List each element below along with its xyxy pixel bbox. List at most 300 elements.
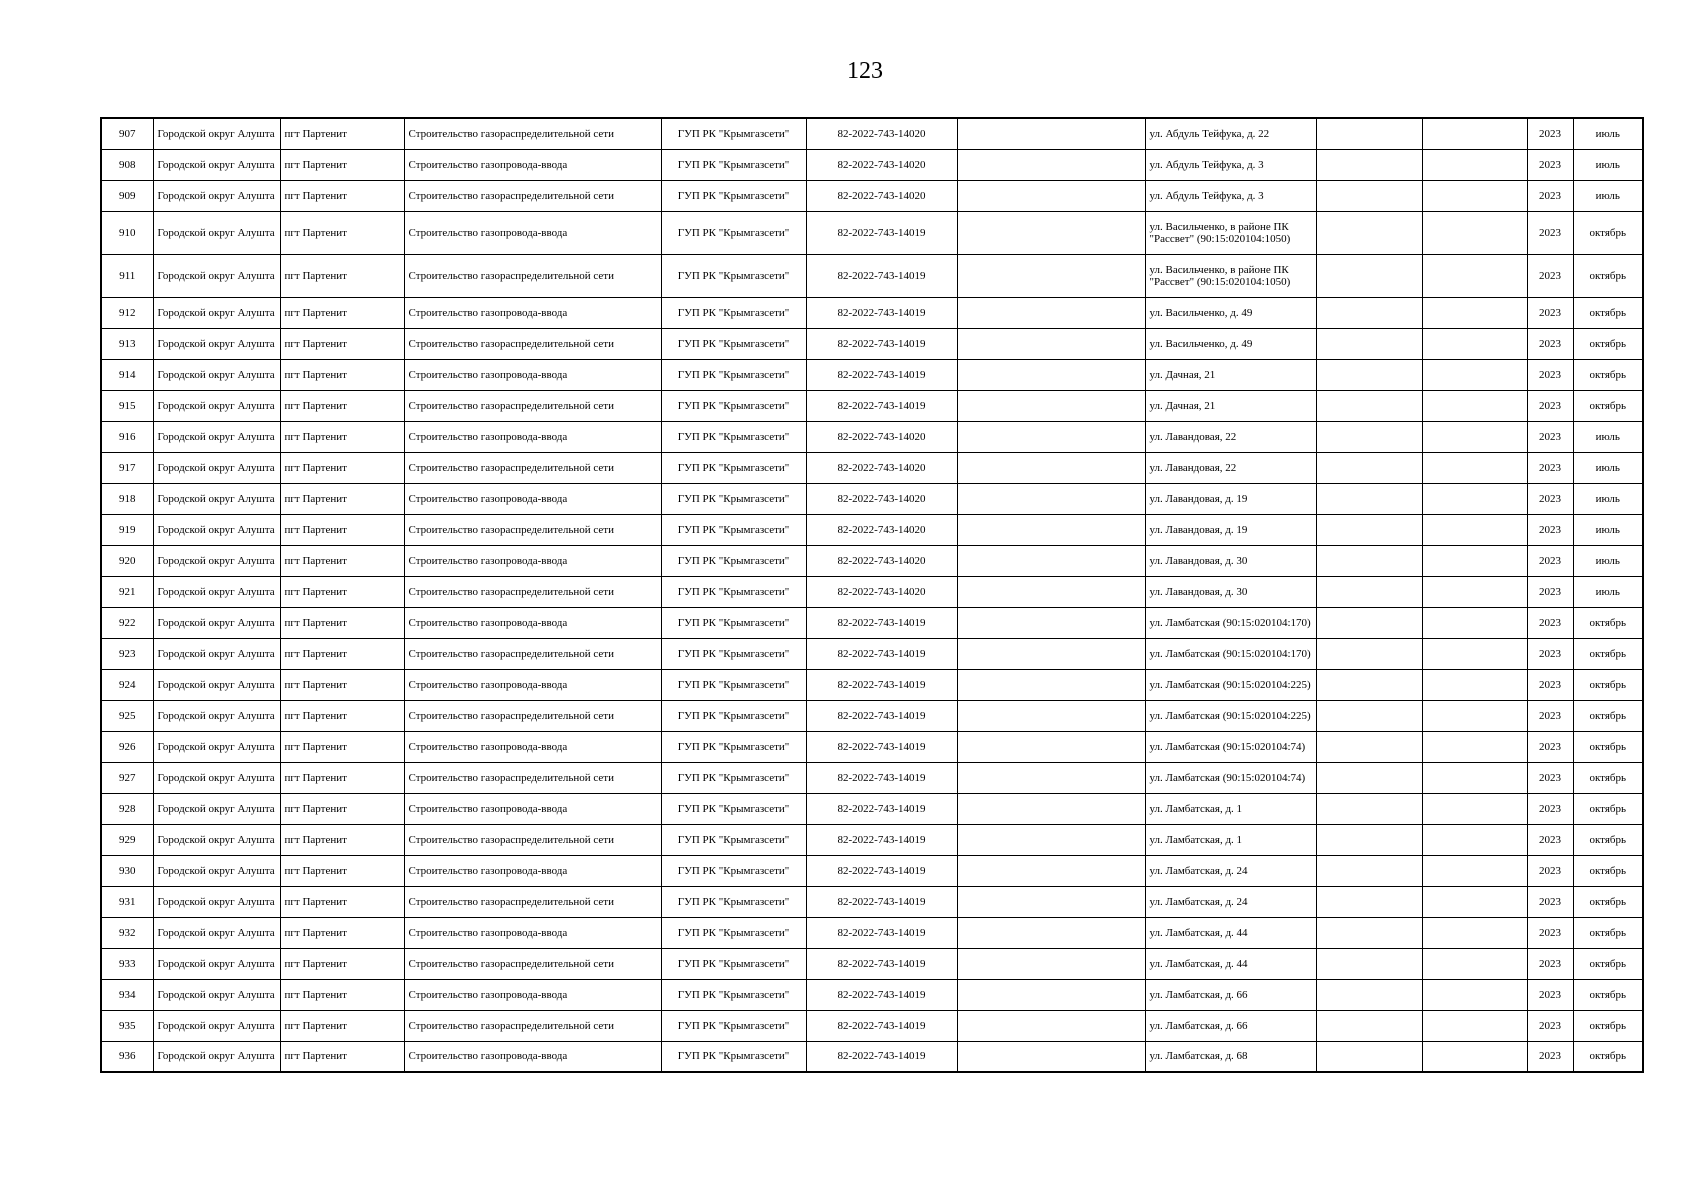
- row-number-cell: 932: [101, 917, 153, 948]
- row-number-cell: 927: [101, 762, 153, 793]
- empty-cell: [1422, 483, 1527, 514]
- work-type-cell: Строительство газопровода-ввода: [404, 979, 661, 1010]
- row-number-cell: 920: [101, 545, 153, 576]
- organization-cell: ГУП РК "Крымгазсети": [661, 254, 806, 297]
- empty-cell: [1316, 669, 1422, 700]
- month-cell: октябрь: [1573, 700, 1643, 731]
- row-number-cell: 919: [101, 514, 153, 545]
- month-cell: октябрь: [1573, 638, 1643, 669]
- address-cell: ул. Ламбатская (90:15:020104:225): [1145, 669, 1316, 700]
- district-cell: Городской округ Алушта: [153, 793, 280, 824]
- empty-cell: [957, 254, 1145, 297]
- empty-cell: [1422, 886, 1527, 917]
- empty-cell: [1422, 855, 1527, 886]
- district-cell: Городской округ Алушта: [153, 886, 280, 917]
- empty-cell: [1316, 328, 1422, 359]
- settlement-cell: пгт Партенит: [280, 731, 404, 762]
- empty-cell: [957, 297, 1145, 328]
- address-cell: ул. Ламбатская, д. 1: [1145, 824, 1316, 855]
- month-cell: июль: [1573, 576, 1643, 607]
- row-number-cell: 915: [101, 390, 153, 421]
- empty-cell: [1316, 700, 1422, 731]
- settlement-cell: пгт Партенит: [280, 979, 404, 1010]
- program-code-cell: 82-2022-743-14019: [806, 1010, 957, 1041]
- year-cell: 2023: [1527, 638, 1573, 669]
- program-code-cell: 82-2022-743-14019: [806, 390, 957, 421]
- organization-cell: ГУП РК "Крымгазсети": [661, 483, 806, 514]
- address-cell: ул. Лавандовая, д. 19: [1145, 483, 1316, 514]
- program-code-cell: 82-2022-743-14020: [806, 118, 957, 149]
- table-row: [101, 211, 1643, 254]
- organization-cell: ГУП РК "Крымгазсети": [661, 328, 806, 359]
- settlement-cell: пгт Партенит: [280, 421, 404, 452]
- work-type-cell: Строительство газораспределительной сети: [404, 452, 661, 483]
- address-cell: ул. Ламбатская, д. 66: [1145, 979, 1316, 1010]
- empty-cell: [957, 149, 1145, 180]
- address-cell: ул. Ламбатская, д. 68: [1145, 1041, 1316, 1072]
- address-cell: ул. Ламбатская, д. 1: [1145, 793, 1316, 824]
- address-cell: ул. Ламбатская, д. 44: [1145, 948, 1316, 979]
- row-number-cell: 935: [101, 1010, 153, 1041]
- empty-cell: [1422, 452, 1527, 483]
- empty-cell: [1316, 948, 1422, 979]
- empty-cell: [957, 731, 1145, 762]
- program-code-cell: 82-2022-743-14019: [806, 948, 957, 979]
- table-row: [101, 669, 1643, 700]
- work-type-cell: Строительство газораспределительной сети: [404, 638, 661, 669]
- empty-cell: [1422, 421, 1527, 452]
- organization-cell: ГУП РК "Крымгазсети": [661, 359, 806, 390]
- organization-cell: ГУП РК "Крымгазсети": [661, 917, 806, 948]
- work-type-cell: Строительство газопровода-ввода: [404, 483, 661, 514]
- empty-cell: [1316, 211, 1422, 254]
- table-body: [101, 118, 1643, 1072]
- empty-cell: [1422, 700, 1527, 731]
- work-type-cell: Строительство газопровода-ввода: [404, 211, 661, 254]
- organization-cell: ГУП РК "Крымгазсети": [661, 421, 806, 452]
- empty-cell: [1422, 576, 1527, 607]
- district-cell: Городской округ Алушта: [153, 421, 280, 452]
- program-code-cell: 82-2022-743-14019: [806, 211, 957, 254]
- table-row: [101, 731, 1643, 762]
- program-code-cell: 82-2022-743-14019: [806, 886, 957, 917]
- month-cell: октябрь: [1573, 917, 1643, 948]
- settlement-cell: пгт Партенит: [280, 359, 404, 390]
- month-cell: июль: [1573, 483, 1643, 514]
- table-row: [101, 149, 1643, 180]
- empty-cell: [1422, 359, 1527, 390]
- year-cell: 2023: [1527, 211, 1573, 254]
- empty-cell: [1316, 917, 1422, 948]
- empty-cell: [1316, 855, 1422, 886]
- year-cell: 2023: [1527, 180, 1573, 211]
- month-cell: октябрь: [1573, 607, 1643, 638]
- empty-cell: [957, 421, 1145, 452]
- program-code-cell: 82-2022-743-14019: [806, 917, 957, 948]
- year-cell: 2023: [1527, 793, 1573, 824]
- table-row: [101, 452, 1643, 483]
- organization-cell: ГУП РК "Крымгазсети": [661, 1041, 806, 1072]
- address-cell: ул. Лавандовая, 22: [1145, 452, 1316, 483]
- address-cell: ул. Васильченко, д. 49: [1145, 297, 1316, 328]
- settlement-cell: пгт Партенит: [280, 545, 404, 576]
- row-number-cell: 934: [101, 979, 153, 1010]
- month-cell: октябрь: [1573, 824, 1643, 855]
- district-cell: Городской округ Алушта: [153, 180, 280, 211]
- work-type-cell: Строительство газопровода-ввода: [404, 359, 661, 390]
- settlement-cell: пгт Партенит: [280, 149, 404, 180]
- work-type-cell: Строительство газопровода-ввода: [404, 545, 661, 576]
- row-number-cell: 925: [101, 700, 153, 731]
- empty-cell: [957, 979, 1145, 1010]
- table-row: [101, 979, 1643, 1010]
- row-number-cell: 928: [101, 793, 153, 824]
- empty-cell: [1316, 731, 1422, 762]
- settlement-cell: пгт Партенит: [280, 1041, 404, 1072]
- empty-cell: [1316, 824, 1422, 855]
- empty-cell: [1422, 1041, 1527, 1072]
- organization-cell: ГУП РК "Крымгазсети": [661, 297, 806, 328]
- program-code-cell: 82-2022-743-14019: [806, 762, 957, 793]
- empty-cell: [1422, 731, 1527, 762]
- district-cell: Городской округ Алушта: [153, 452, 280, 483]
- empty-cell: [957, 514, 1145, 545]
- empty-cell: [957, 328, 1145, 359]
- empty-cell: [1422, 824, 1527, 855]
- program-code-cell: 82-2022-743-14019: [806, 855, 957, 886]
- district-cell: Городской округ Алушта: [153, 1010, 280, 1041]
- empty-cell: [1316, 979, 1422, 1010]
- empty-cell: [1316, 421, 1422, 452]
- month-cell: июль: [1573, 514, 1643, 545]
- work-type-cell: Строительство газораспределительной сети: [404, 948, 661, 979]
- empty-cell: [1422, 211, 1527, 254]
- district-cell: Городской округ Алушта: [153, 514, 280, 545]
- row-number-cell: 929: [101, 824, 153, 855]
- empty-cell: [1316, 576, 1422, 607]
- row-number-cell: 918: [101, 483, 153, 514]
- district-cell: Городской округ Алушта: [153, 855, 280, 886]
- work-type-cell: Строительство газопровода-ввода: [404, 793, 661, 824]
- month-cell: октябрь: [1573, 731, 1643, 762]
- row-number-cell: 930: [101, 855, 153, 886]
- address-cell: ул. Лавандовая, 22: [1145, 421, 1316, 452]
- district-cell: Городской округ Алушта: [153, 297, 280, 328]
- row-number-cell: 931: [101, 886, 153, 917]
- empty-cell: [957, 669, 1145, 700]
- address-cell: ул. Лавандовая, д. 30: [1145, 545, 1316, 576]
- district-cell: Городской округ Алушта: [153, 576, 280, 607]
- year-cell: 2023: [1527, 979, 1573, 1010]
- organization-cell: ГУП РК "Крымгазсети": [661, 607, 806, 638]
- empty-cell: [1316, 297, 1422, 328]
- empty-cell: [1316, 149, 1422, 180]
- empty-cell: [957, 700, 1145, 731]
- settlement-cell: пгт Партенит: [280, 328, 404, 359]
- program-code-cell: 82-2022-743-14020: [806, 180, 957, 211]
- year-cell: 2023: [1527, 297, 1573, 328]
- organization-cell: ГУП РК "Крымгазсети": [661, 979, 806, 1010]
- settlement-cell: пгт Партенит: [280, 607, 404, 638]
- work-type-cell: Строительство газопровода-ввода: [404, 1041, 661, 1072]
- organization-cell: ГУП РК "Крымгазсети": [661, 700, 806, 731]
- month-cell: июль: [1573, 452, 1643, 483]
- month-cell: октябрь: [1573, 948, 1643, 979]
- empty-cell: [957, 824, 1145, 855]
- settlement-cell: пгт Партенит: [280, 514, 404, 545]
- settlement-cell: пгт Партенит: [280, 254, 404, 297]
- year-cell: 2023: [1527, 421, 1573, 452]
- work-type-cell: Строительство газораспределительной сети: [404, 328, 661, 359]
- district-cell: Городской округ Алушта: [153, 149, 280, 180]
- table-row: [101, 855, 1643, 886]
- empty-cell: [1316, 545, 1422, 576]
- work-type-cell: Строительство газораспределительной сети: [404, 576, 661, 607]
- program-code-cell: 82-2022-743-14019: [806, 297, 957, 328]
- program-code-cell: 82-2022-743-14019: [806, 669, 957, 700]
- year-cell: 2023: [1527, 731, 1573, 762]
- organization-cell: ГУП РК "Крымгазсети": [661, 514, 806, 545]
- table-row: [101, 638, 1643, 669]
- address-cell: ул. Васильченко, в районе ПК "Рассвет" (90:15:020104:1050): [1145, 211, 1316, 254]
- table-row: [101, 421, 1643, 452]
- year-cell: 2023: [1527, 576, 1573, 607]
- row-number-cell: 913: [101, 328, 153, 359]
- year-cell: 2023: [1527, 917, 1573, 948]
- row-number-cell: 921: [101, 576, 153, 607]
- empty-cell: [957, 452, 1145, 483]
- empty-cell: [957, 948, 1145, 979]
- organization-cell: ГУП РК "Крымгазсети": [661, 948, 806, 979]
- year-cell: 2023: [1527, 948, 1573, 979]
- year-cell: 2023: [1527, 254, 1573, 297]
- address-cell: ул. Ламбатская (90:15:020104:225): [1145, 700, 1316, 731]
- empty-cell: [957, 1010, 1145, 1041]
- empty-cell: [1422, 149, 1527, 180]
- work-type-cell: Строительство газопровода-ввода: [404, 855, 661, 886]
- organization-cell: ГУП РК "Крымгазсети": [661, 731, 806, 762]
- year-cell: 2023: [1527, 328, 1573, 359]
- program-code-cell: 82-2022-743-14019: [806, 607, 957, 638]
- year-cell: 2023: [1527, 762, 1573, 793]
- year-cell: 2023: [1527, 700, 1573, 731]
- empty-cell: [1422, 607, 1527, 638]
- empty-cell: [957, 576, 1145, 607]
- table-row: [101, 1010, 1643, 1041]
- organization-cell: ГУП РК "Крымгазсети": [661, 211, 806, 254]
- empty-cell: [1422, 979, 1527, 1010]
- address-cell: ул. Васильченко, в районе ПК "Рассвет" (90:15:020104:1050): [1145, 254, 1316, 297]
- empty-cell: [957, 118, 1145, 149]
- settlement-cell: пгт Партенит: [280, 948, 404, 979]
- organization-cell: ГУП РК "Крымгазсети": [661, 149, 806, 180]
- empty-cell: [1422, 180, 1527, 211]
- table-row: [101, 576, 1643, 607]
- year-cell: 2023: [1527, 1041, 1573, 1072]
- month-cell: октябрь: [1573, 886, 1643, 917]
- page-number: 123: [847, 58, 883, 84]
- row-number-cell: 910: [101, 211, 153, 254]
- table-row: [101, 1041, 1643, 1072]
- program-code-cell: 82-2022-743-14019: [806, 638, 957, 669]
- settlement-cell: пгт Партенит: [280, 917, 404, 948]
- empty-cell: [957, 607, 1145, 638]
- settlement-cell: пгт Партенит: [280, 576, 404, 607]
- work-type-cell: Строительство газораспределительной сети: [404, 514, 661, 545]
- organization-cell: ГУП РК "Крымгазсети": [661, 824, 806, 855]
- year-cell: 2023: [1527, 886, 1573, 917]
- organization-cell: ГУП РК "Крымгазсети": [661, 576, 806, 607]
- empty-cell: [1316, 762, 1422, 793]
- empty-cell: [1316, 793, 1422, 824]
- empty-cell: [957, 483, 1145, 514]
- month-cell: октябрь: [1573, 211, 1643, 254]
- empty-cell: [1422, 917, 1527, 948]
- empty-cell: [1422, 948, 1527, 979]
- address-cell: ул. Ламбатская, д. 24: [1145, 855, 1316, 886]
- table-row: [101, 793, 1643, 824]
- year-cell: 2023: [1527, 514, 1573, 545]
- settlement-cell: пгт Партенит: [280, 638, 404, 669]
- district-cell: Городской округ Алушта: [153, 1041, 280, 1072]
- empty-cell: [1316, 514, 1422, 545]
- month-cell: октябрь: [1573, 762, 1643, 793]
- address-cell: ул. Ламбатская (90:15:020104:74): [1145, 762, 1316, 793]
- district-cell: Городской округ Алушта: [153, 917, 280, 948]
- district-cell: Городской округ Алушта: [153, 638, 280, 669]
- district-cell: Городской округ Алушта: [153, 762, 280, 793]
- organization-cell: ГУП РК "Крымгазсети": [661, 762, 806, 793]
- year-cell: 2023: [1527, 669, 1573, 700]
- address-cell: ул. Ламбатская, д. 44: [1145, 917, 1316, 948]
- empty-cell: [1316, 254, 1422, 297]
- month-cell: октябрь: [1573, 328, 1643, 359]
- empty-cell: [957, 638, 1145, 669]
- month-cell: октябрь: [1573, 1041, 1643, 1072]
- address-cell: ул. Абдуль Тейфука, д. 3: [1145, 180, 1316, 211]
- month-cell: июль: [1573, 421, 1643, 452]
- program-code-cell: 82-2022-743-14019: [806, 1041, 957, 1072]
- district-cell: Городской округ Алушта: [153, 545, 280, 576]
- empty-cell: [1316, 180, 1422, 211]
- empty-cell: [1316, 886, 1422, 917]
- settlement-cell: пгт Партенит: [280, 180, 404, 211]
- district-cell: Городской округ Алушта: [153, 211, 280, 254]
- settlement-cell: пгт Партенит: [280, 483, 404, 514]
- program-code-cell: 82-2022-743-14019: [806, 979, 957, 1010]
- empty-cell: [957, 917, 1145, 948]
- year-cell: 2023: [1527, 483, 1573, 514]
- empty-cell: [1316, 638, 1422, 669]
- settlement-cell: пгт Партенит: [280, 700, 404, 731]
- year-cell: 2023: [1527, 824, 1573, 855]
- empty-cell: [1316, 483, 1422, 514]
- year-cell: 2023: [1527, 118, 1573, 149]
- row-number-cell: 909: [101, 180, 153, 211]
- year-cell: 2023: [1527, 855, 1573, 886]
- table-row: [101, 948, 1643, 979]
- month-cell: октябрь: [1573, 390, 1643, 421]
- program-code-cell: 82-2022-743-14019: [806, 254, 957, 297]
- table-row: [101, 762, 1643, 793]
- empty-cell: [1422, 762, 1527, 793]
- table-row: [101, 607, 1643, 638]
- table-row: [101, 886, 1643, 917]
- empty-cell: [1422, 118, 1527, 149]
- district-cell: Городской округ Алушта: [153, 669, 280, 700]
- program-code-cell: 82-2022-743-14019: [806, 793, 957, 824]
- settlement-cell: пгт Партенит: [280, 390, 404, 421]
- district-cell: Городской округ Алушта: [153, 483, 280, 514]
- table-row: [101, 118, 1643, 149]
- empty-cell: [1316, 452, 1422, 483]
- row-number-cell: 908: [101, 149, 153, 180]
- table-row: [101, 328, 1643, 359]
- table-row: [101, 514, 1643, 545]
- settlement-cell: пгт Партенит: [280, 669, 404, 700]
- settlement-cell: пгт Партенит: [280, 824, 404, 855]
- work-type-cell: Строительство газопровода-ввода: [404, 669, 661, 700]
- work-type-cell: Строительство газораспределительной сети: [404, 1010, 661, 1041]
- organization-cell: ГУП РК "Крымгазсети": [661, 390, 806, 421]
- settlement-cell: пгт Партенит: [280, 297, 404, 328]
- empty-cell: [1422, 390, 1527, 421]
- address-cell: ул. Ламбатская, д. 66: [1145, 1010, 1316, 1041]
- register-table: [100, 117, 1644, 1073]
- month-cell: октябрь: [1573, 1010, 1643, 1041]
- organization-cell: ГУП РК "Крымгазсети": [661, 1010, 806, 1041]
- year-cell: 2023: [1527, 452, 1573, 483]
- table-row: [101, 483, 1643, 514]
- work-type-cell: Строительство газораспределительной сети: [404, 700, 661, 731]
- settlement-cell: пгт Партенит: [280, 855, 404, 886]
- year-cell: 2023: [1527, 545, 1573, 576]
- month-cell: октябрь: [1573, 855, 1643, 886]
- empty-cell: [1422, 545, 1527, 576]
- empty-cell: [1316, 1010, 1422, 1041]
- settlement-cell: пгт Партенит: [280, 1010, 404, 1041]
- district-cell: Городской округ Алушта: [153, 390, 280, 421]
- row-number-cell: 922: [101, 607, 153, 638]
- table-row: [101, 359, 1643, 390]
- row-number-cell: 911: [101, 254, 153, 297]
- row-number-cell: 926: [101, 731, 153, 762]
- empty-cell: [1422, 328, 1527, 359]
- empty-cell: [1316, 1041, 1422, 1072]
- empty-cell: [1422, 638, 1527, 669]
- settlement-cell: пгт Партенит: [280, 793, 404, 824]
- empty-cell: [957, 762, 1145, 793]
- address-cell: ул. Ламбатская (90:15:020104:74): [1145, 731, 1316, 762]
- address-cell: ул. Дачная, 21: [1145, 390, 1316, 421]
- address-cell: ул. Абдуль Тейфука, д. 22: [1145, 118, 1316, 149]
- empty-cell: [957, 390, 1145, 421]
- organization-cell: ГУП РК "Крымгазсети": [661, 118, 806, 149]
- month-cell: июль: [1573, 149, 1643, 180]
- work-type-cell: Строительство газораспределительной сети: [404, 180, 661, 211]
- program-code-cell: 82-2022-743-14020: [806, 149, 957, 180]
- empty-cell: [1422, 514, 1527, 545]
- program-code-cell: 82-2022-743-14019: [806, 700, 957, 731]
- settlement-cell: пгт Партенит: [280, 762, 404, 793]
- month-cell: октябрь: [1573, 669, 1643, 700]
- district-cell: Городской округ Алушта: [153, 700, 280, 731]
- empty-cell: [1422, 297, 1527, 328]
- empty-cell: [1316, 118, 1422, 149]
- program-code-cell: 82-2022-743-14019: [806, 359, 957, 390]
- program-code-cell: 82-2022-743-14019: [806, 824, 957, 855]
- district-cell: Городской округ Алушта: [153, 254, 280, 297]
